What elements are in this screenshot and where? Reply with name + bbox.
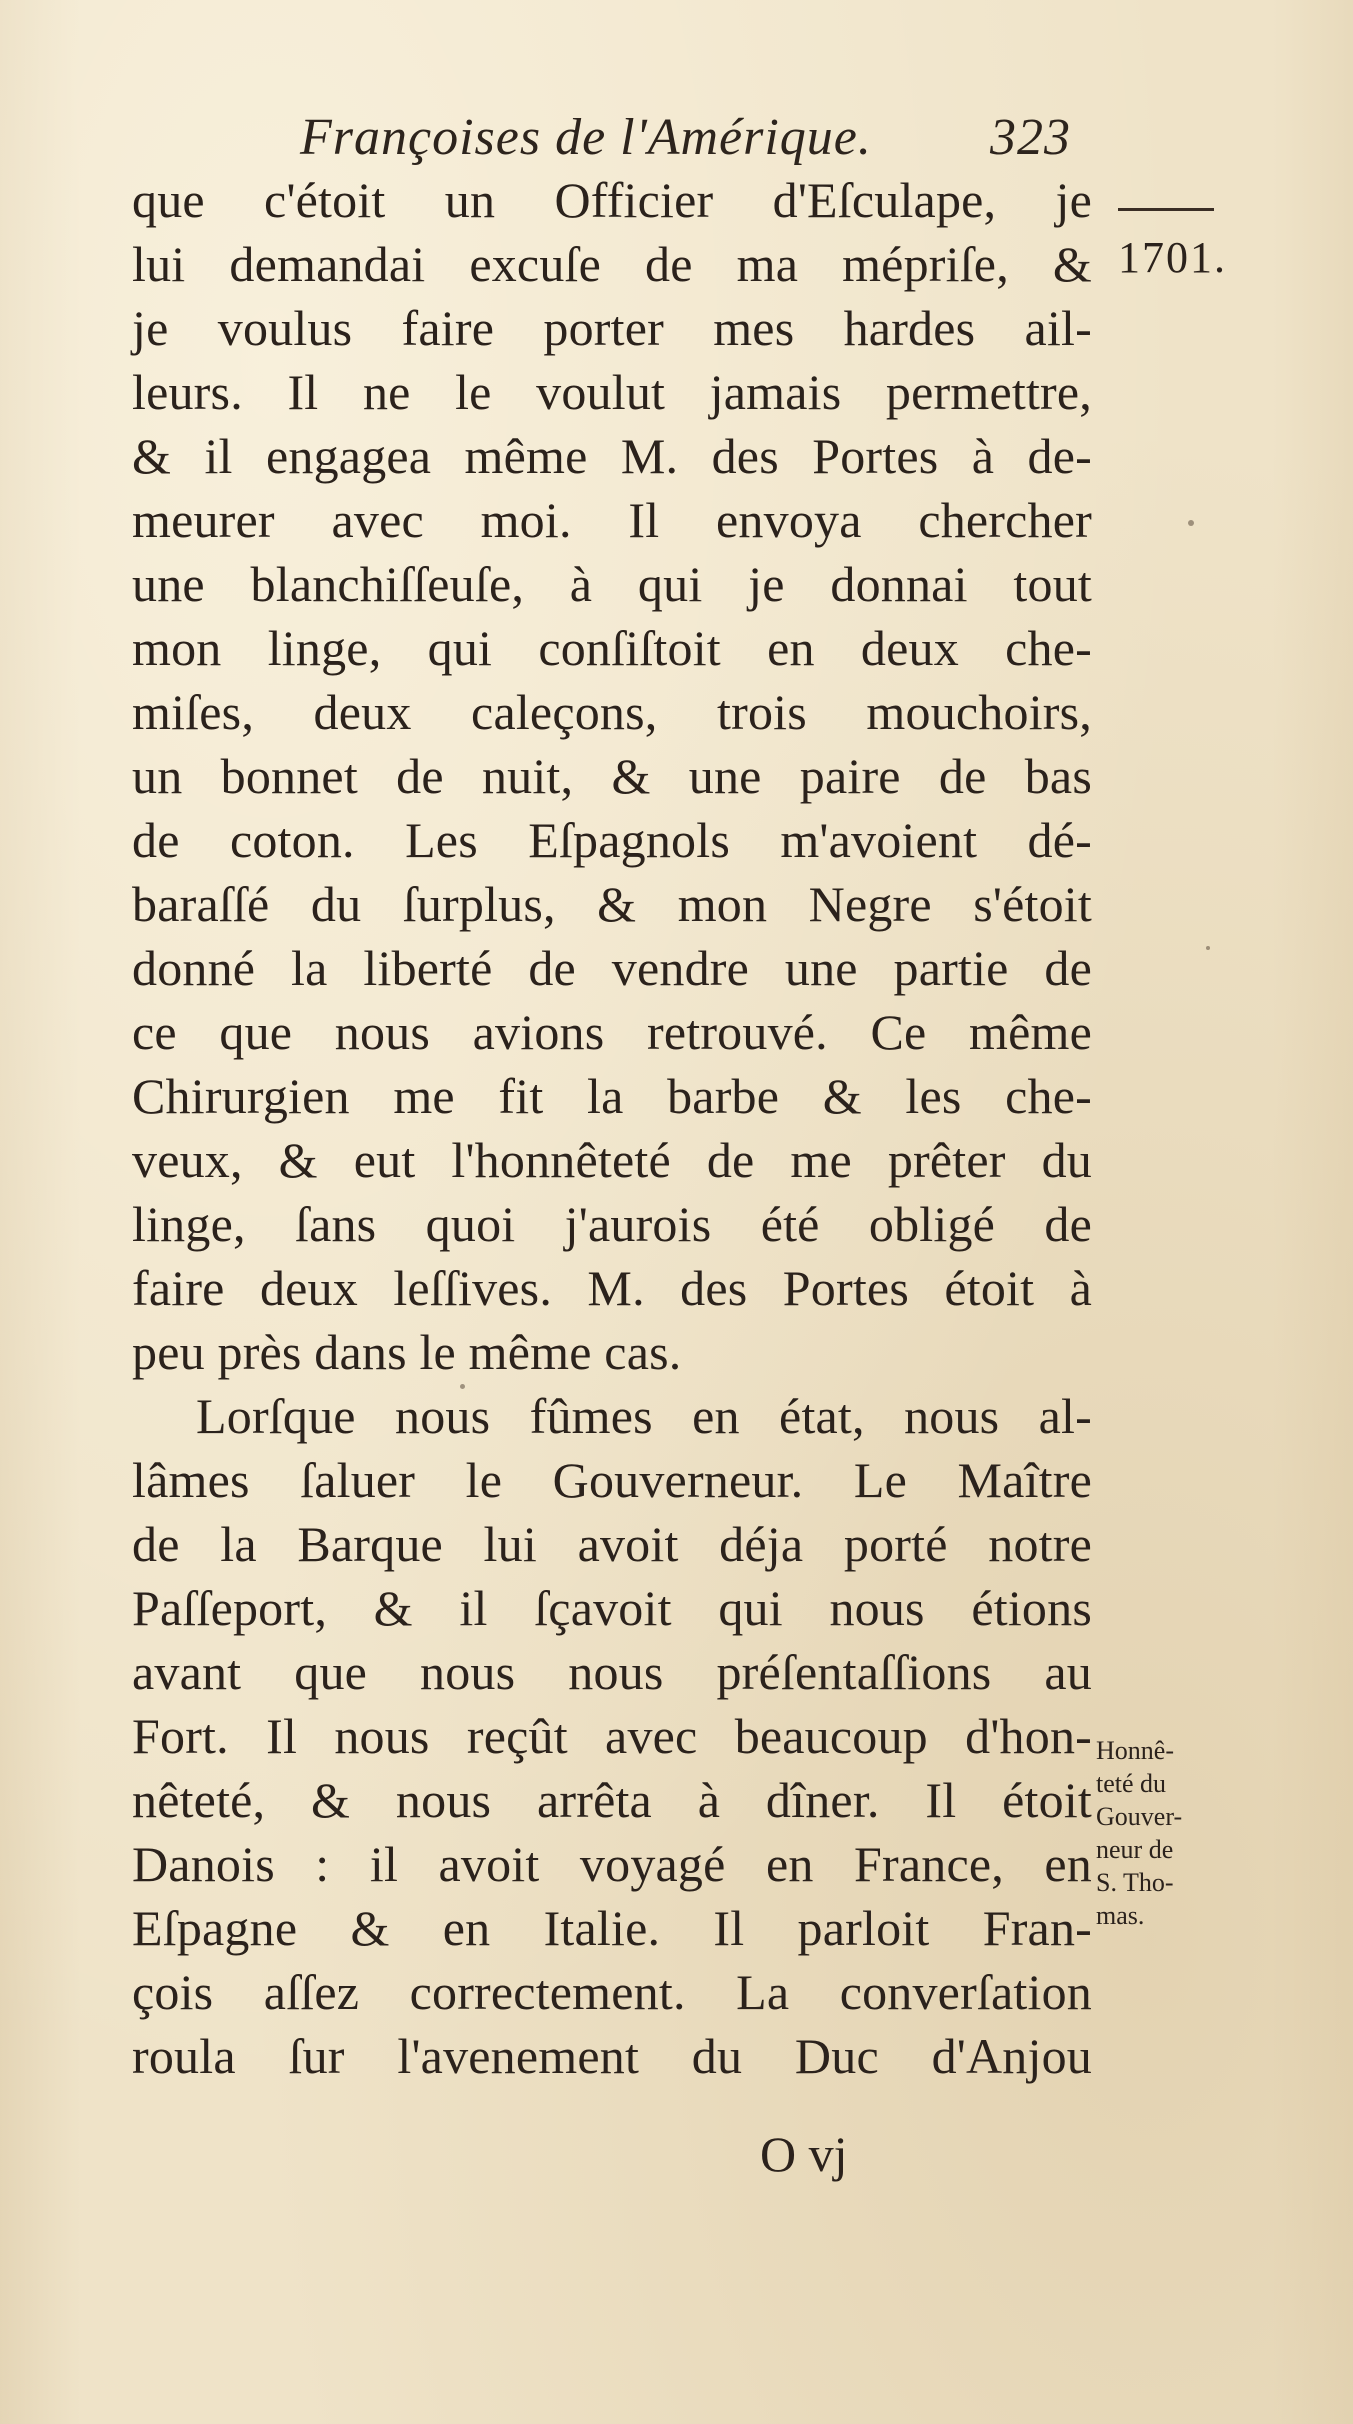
text-line: Danois : il avoit voyagé en France, en (132, 1836, 1092, 1892)
margin-note-line: mas. (1096, 1901, 1145, 1930)
running-head-title: Françoises de l'Amérique. (300, 109, 872, 166)
paper-speck (460, 1384, 465, 1389)
text-line: mon linge, qui conſiſtoit en deux che- (132, 620, 1092, 676)
margin-note-line: neur de (1096, 1835, 1174, 1864)
text-line: veux, & eut l'honnêteté de me prêter du (132, 1132, 1092, 1188)
paper-speck (1188, 520, 1194, 526)
text-line: faire deux leſſives. M. des Portes étoit à (132, 1260, 1092, 1316)
text-line: je voulus faire porter mes hardes ail- (132, 300, 1092, 356)
margin-note-line: S. Tho- (1096, 1868, 1174, 1897)
text-line: meurer avec moi. Il envoya chercher (132, 492, 1092, 548)
margin-note-line: teté du (1096, 1769, 1167, 1798)
text-line: & il engagea même M. des Portes à de- (132, 428, 1092, 484)
text-line-paragraph-start: Lorſque nous fûmes en état, nous al- (196, 1388, 1092, 1444)
text-line: nêteté, & nous arrêta à dîner. Il étoit (132, 1772, 1092, 1828)
text-line-paragraph-end: peu près dans le même cas. (132, 1324, 682, 1380)
body-text (132, 168, 1092, 2088)
paper-speck (1206, 946, 1210, 950)
text-line: donné la liberté de vendre une partie de (132, 940, 1092, 996)
text-line: lui demandai excuſe de ma mépriſe, & (132, 236, 1092, 292)
text-line: leurs. Il ne le voulut jamais permettre, (132, 364, 1092, 420)
text-line: Paſſeport, & il ſçavoit qui nous étions (132, 1580, 1092, 1636)
running-head (300, 108, 1100, 168)
catchword-signature: O vj (760, 2126, 848, 2182)
text-line: linge, ſans quoi j'aurois été obligé de (132, 1196, 1092, 1252)
text-line: une blanchiſſeuſe, à qui je donnai tout (132, 556, 1092, 612)
text-line: avant que nous nous préſentaſſions au (132, 1644, 1092, 1700)
text-line: lâmes ſaluer le Gouverneur. Le Maître (132, 1452, 1092, 1508)
margin-year: 1701. (1118, 233, 1227, 282)
margin-rule (1118, 208, 1214, 211)
text-line: un bonnet de nuit, & une paire de bas (132, 748, 1092, 804)
margin-note-line: Honnê- (1096, 1736, 1174, 1765)
text-line: Eſpagne & en Italie. Il parloit Fran- (132, 1900, 1092, 1956)
text-line: çois aſſez correctement. La converſation (132, 1964, 1092, 2020)
text-line: de coton. Les Eſpagnols m'avoient dé- (132, 812, 1092, 868)
margin-note-line: Gouver- (1096, 1802, 1183, 1831)
text-line: miſes, deux caleçons, trois mouchoirs, (132, 684, 1092, 740)
text-line: de la Barque lui avoit déja porté notre (132, 1516, 1092, 1572)
text-line: que c'étoit un Officier d'Eſculape, je (132, 172, 1092, 228)
text-line: ce que nous avions retrouvé. Ce même (132, 1004, 1092, 1060)
text-line: Fort. Il nous reçût avec beaucoup d'hon- (132, 1708, 1092, 1764)
margin-note (1096, 1734, 1246, 1932)
text-line: roula ſur l'avenement du Duc d'Anjou (132, 2028, 1092, 2084)
page-number: 323 (990, 109, 1071, 166)
text-line: baraſſé du ſurplus, & mon Negre s'étoit (132, 876, 1092, 932)
text-line: Chirurgien me fit la barbe & les che- (132, 1068, 1092, 1124)
